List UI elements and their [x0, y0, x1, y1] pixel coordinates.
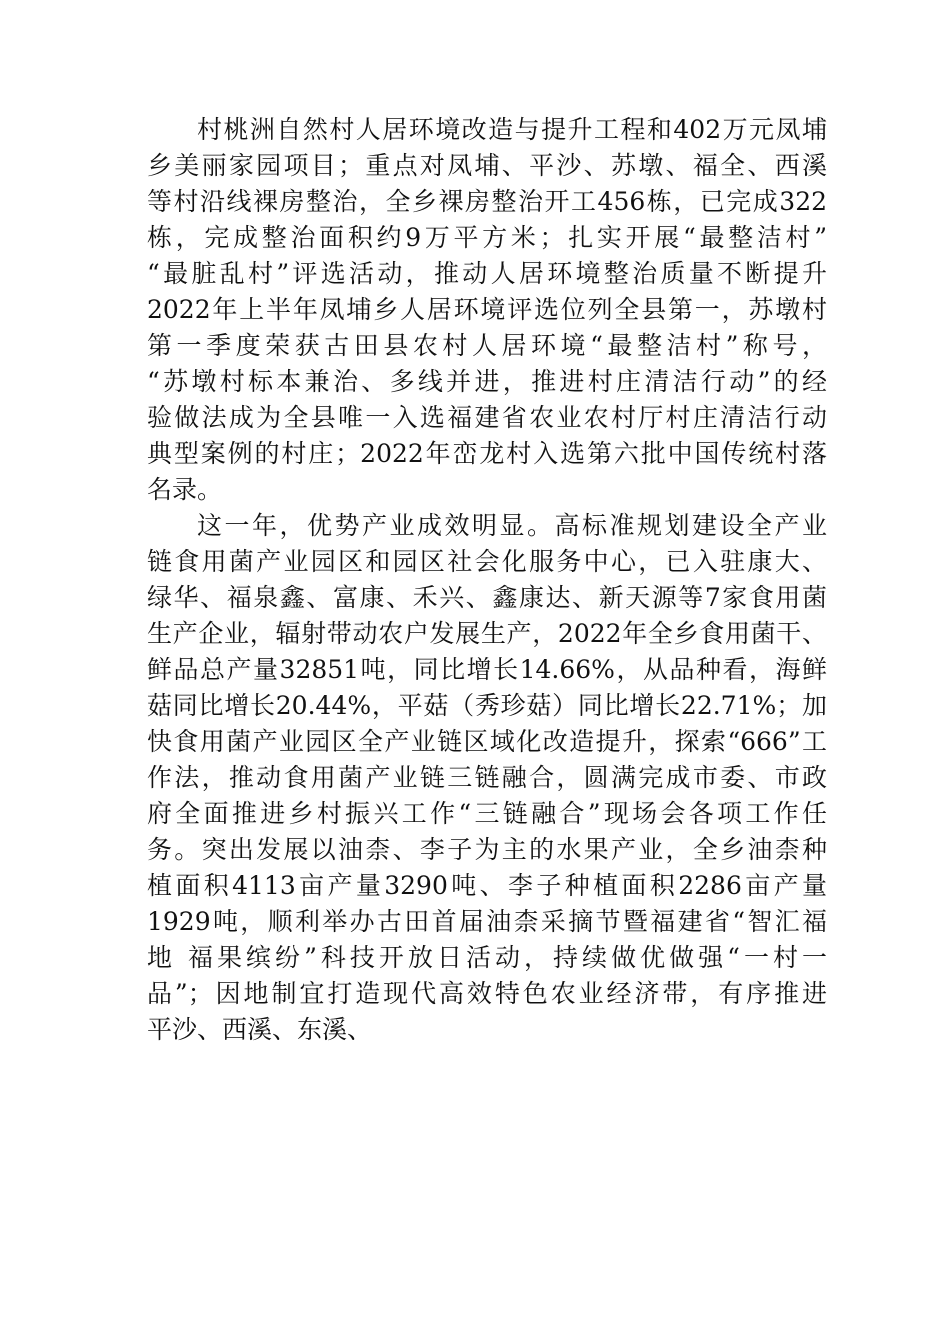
text-line: 乡美丽家园项目；重点对凤埔、平沙、苏墩、福全、西溪 [147, 151, 827, 180]
text-line: 快食用菌产业园区全产业链区域化改造提升，探索“666”工 [147, 727, 827, 756]
text-line: 典型案例的村庄；2022年峦龙村入选第六批中国传统村落 [147, 439, 827, 468]
text-line: 第一季度荣获古田县农村人居环境“最整洁村”称号， [147, 331, 827, 360]
text-line: 菇同比增长20.44%，平菇（秀珍菇）同比增长22.71%；加 [147, 691, 827, 720]
text-line: 栋，完成整治面积约9万平方米；扎实开展“最整洁村” [147, 223, 827, 252]
text-line: 名录。 [147, 475, 223, 504]
text-line: 验做法成为全县唯一入选福建省农业农村厅村庄清洁行动 [147, 403, 827, 432]
text-line: 平沙、西溪、东溪、 [147, 1015, 373, 1044]
text-line: 务。突出发展以油柰、李子为主的水果产业，全乡油柰种 [147, 835, 827, 864]
text-line: 绿华、福泉鑫、富康、禾兴、鑫康达、新天源等7家食用菌 [147, 583, 827, 612]
body-text [147, 112, 827, 1048]
text-line: 植面积4113亩产量3290吨、李子种植面积2286亩产量 [147, 871, 827, 900]
text-line: 链食用菌产业园区和园区社会化服务中心，已入驻康大、 [147, 547, 827, 576]
text-line: “苏墩村标本兼治、多线并进，推进村庄清洁行动”的经 [147, 367, 827, 396]
text-line: 地 福果缤纷”科技开放日活动，持续做优做强“一村一 [147, 943, 827, 972]
text-line: 府全面推进乡村振兴工作“三链融合”现场会各项工作任 [147, 799, 827, 828]
text-line: 这一年，优势产业成效明显。高标准规划建设全产业 [197, 511, 827, 540]
text-line: 鲜品总产量32851吨，同比增长14.66%，从品种看，海鲜 [147, 655, 827, 684]
text-line: 1929吨，顺利举办古田首届油柰采摘节暨福建省“智汇福 [147, 907, 827, 936]
text-line: “最脏乱村”评选活动，推动人居环境整治质量不断提升 [147, 259, 827, 288]
text-line: 2022年上半年凤埔乡人居环境评选位列全县第一，苏墩村 [147, 295, 827, 324]
text-line: 生产企业，辐射带动农户发展生产，2022年全乡食用菌干、 [147, 619, 827, 648]
text-line: 作法，推动食用菌产业链三链融合，圆满完成市委、市政 [147, 763, 827, 792]
text-line: 等村沿线裸房整治，全乡裸房整治开工456栋，已完成322 [147, 187, 827, 216]
text-line: 村桃洲自然村人居环境改造与提升工程和402万元凤埔 [197, 115, 827, 144]
text-line: 品”；因地制宜打造现代高效特色农业经济带，有序推进 [147, 979, 827, 1008]
